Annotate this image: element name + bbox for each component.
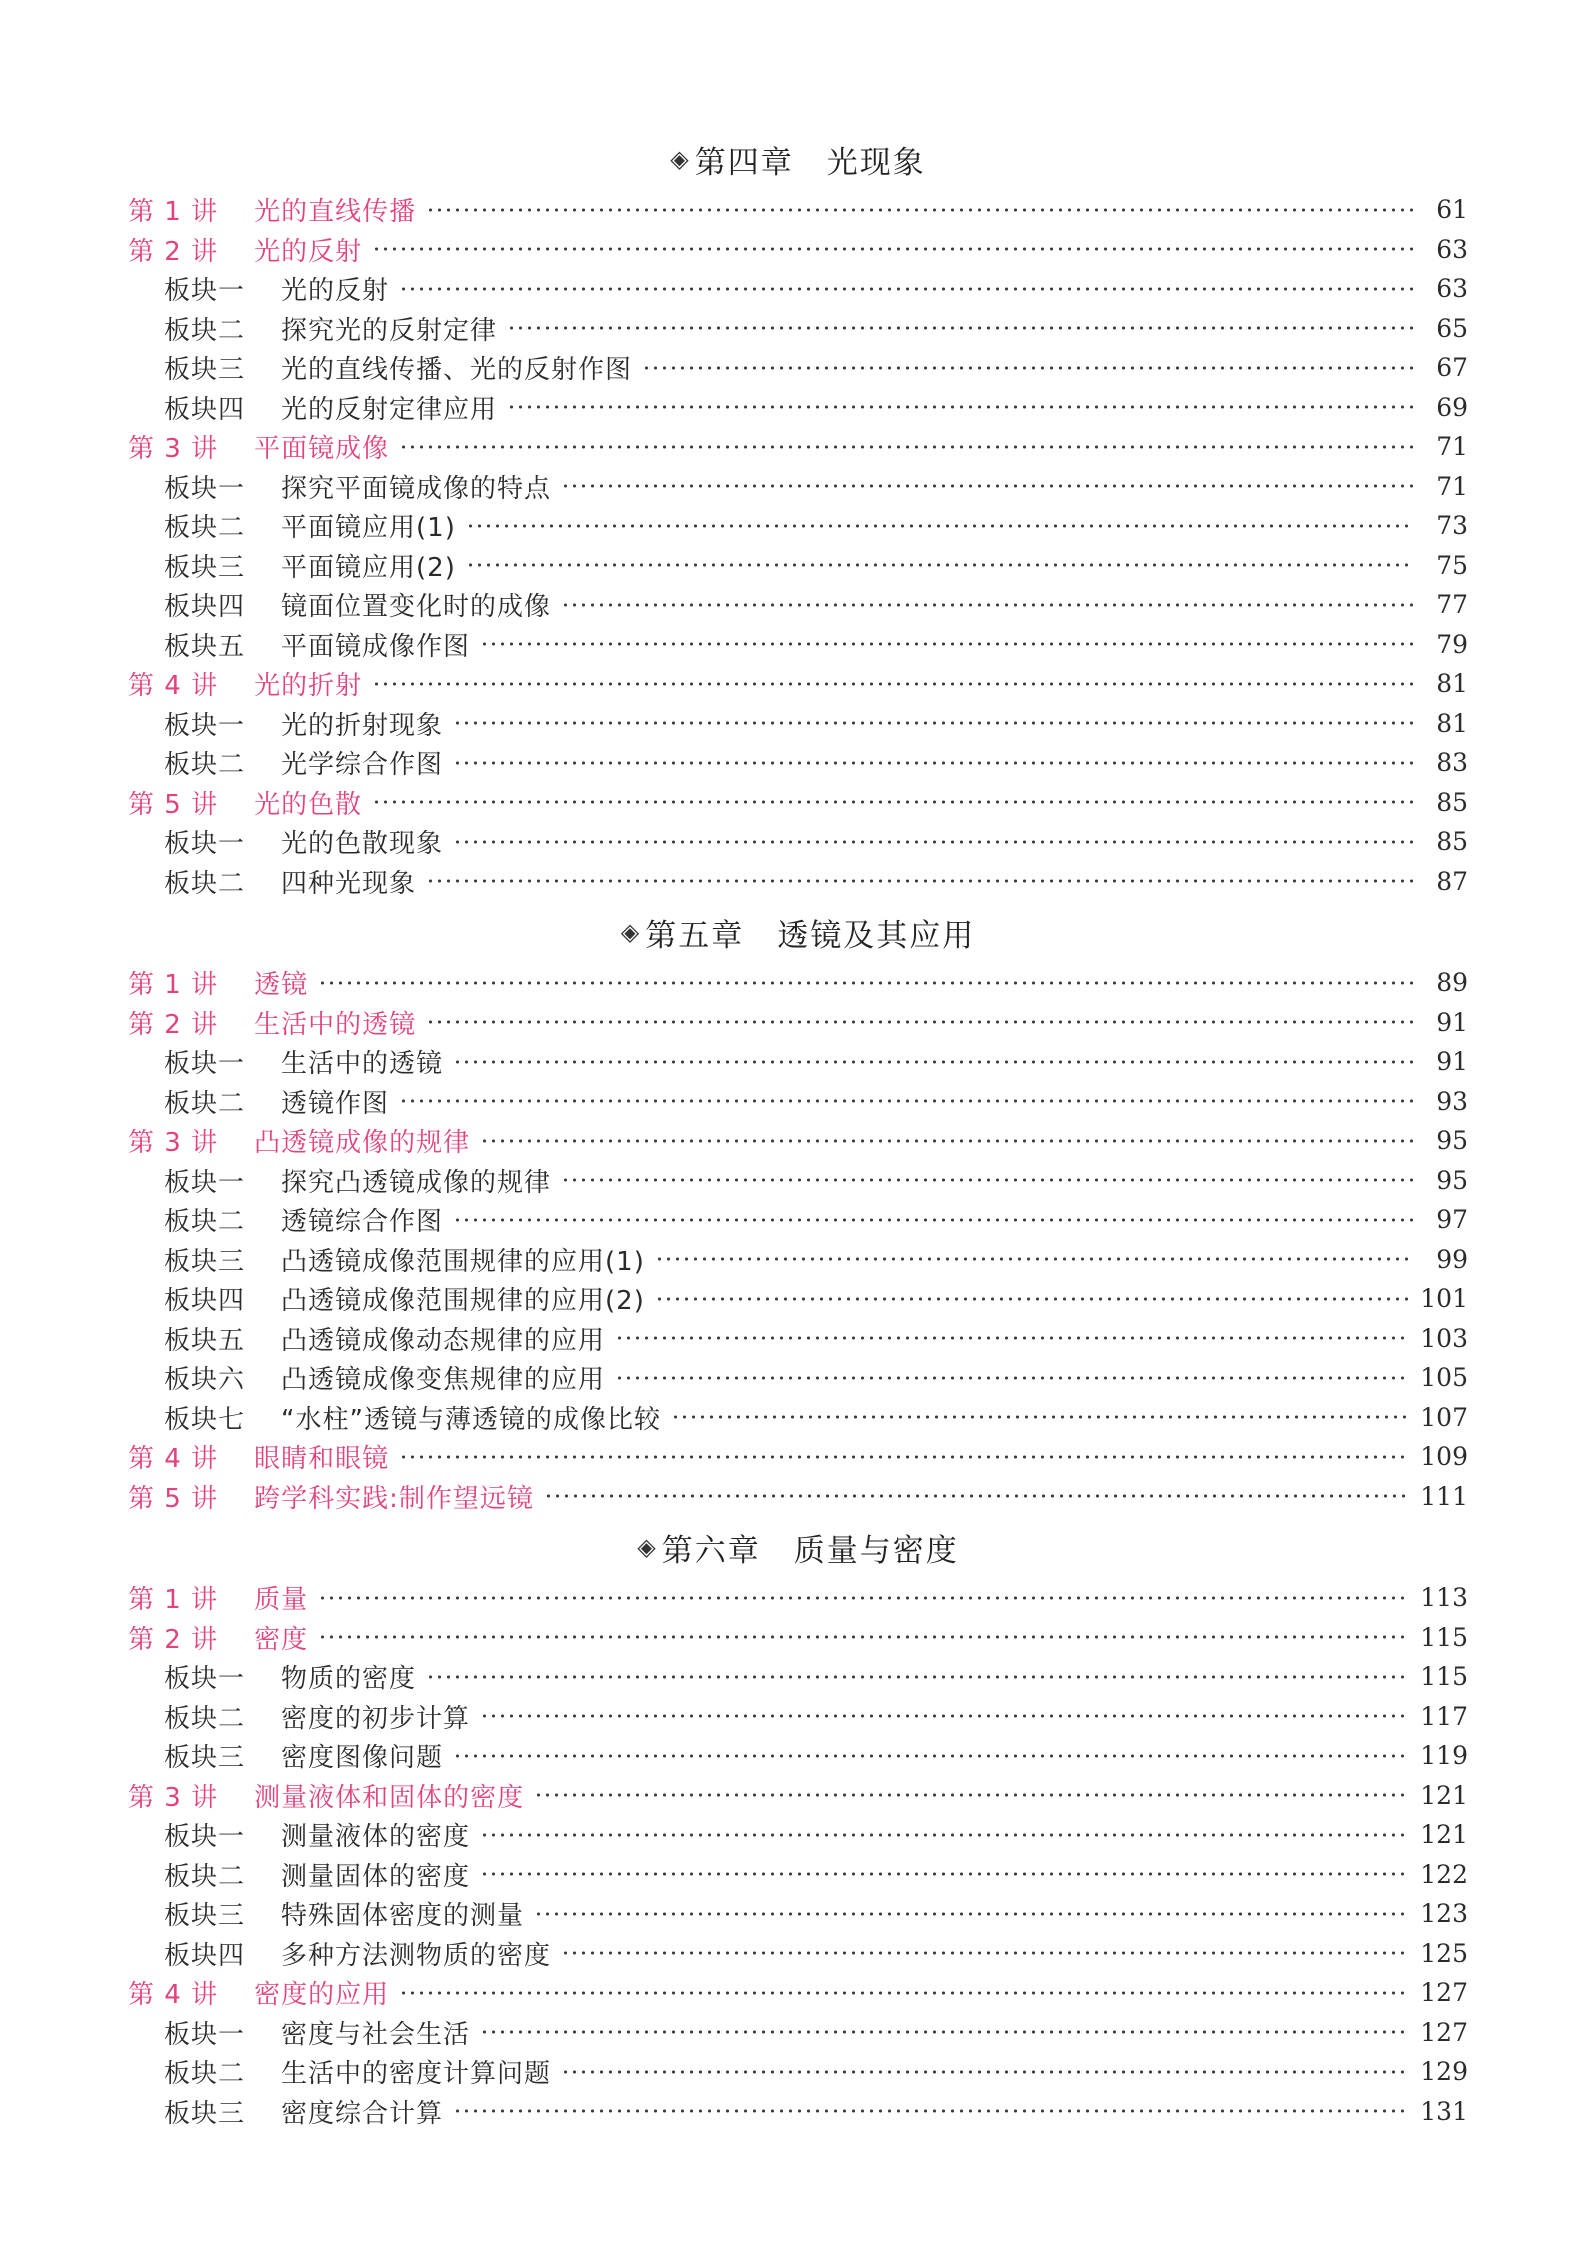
entry-number: 板块二 [164, 1703, 246, 1734]
entry-number: 板块一 [164, 276, 246, 307]
toc-lecture-entry[interactable] [128, 190, 1468, 230]
toc-block-entry[interactable] [128, 1082, 1468, 1122]
entry-title: 物质的密度 [281, 1664, 417, 1695]
dot-leader [453, 710, 1414, 736]
entry-title: 跨学科实践:制作望远镜 [254, 1483, 534, 1514]
dot-leader [507, 394, 1414, 420]
entry-number: 板块二 [164, 1088, 246, 1119]
entry-title: 质量 [254, 1585, 309, 1616]
entry-title: 测量液体的密度 [281, 1822, 471, 1853]
page-number: 91 [1436, 1007, 1468, 1037]
entry-title: 密度与社会生活 [281, 2019, 471, 2050]
entry-number: 板块一 [164, 829, 246, 860]
page-number: 77 [1436, 590, 1468, 620]
dot-leader [480, 1128, 1414, 1154]
dot-leader [399, 1980, 1410, 2006]
entry-number: 板块三 [164, 552, 246, 583]
toc-block-entry[interactable] [128, 1161, 1468, 1201]
entry-number: 第 4 讲 [128, 1444, 219, 1475]
dot-leader [480, 631, 1414, 657]
page-number: 101 [1420, 1284, 1468, 1314]
entry-title: 光的反射 [254, 236, 363, 267]
entry-title: 光的色散 [254, 789, 363, 820]
toc-lecture-entry[interactable] [128, 664, 1468, 704]
entry-number: 第 2 讲 [128, 1009, 219, 1040]
entry-number: 板块五 [164, 631, 246, 662]
entry-title: 探究光的反射定律 [281, 315, 498, 346]
page-number: 65 [1436, 313, 1468, 343]
entry-number: 第 5 讲 [128, 1483, 219, 1514]
toc-lecture-entry[interactable] [128, 1578, 1468, 1618]
page-number: 67 [1436, 353, 1468, 383]
dot-leader [453, 1049, 1414, 1075]
toc-block-entry[interactable] [128, 2052, 1468, 2092]
dot-leader [318, 970, 1414, 996]
dot-leader [561, 473, 1414, 499]
entry-title: 透镜 [254, 970, 309, 1001]
entry-title: 光的直线传播、光的反射作图 [281, 355, 633, 386]
page-number: 109 [1420, 1442, 1468, 1472]
entry-number: 板块四 [164, 592, 246, 623]
page-number: 122 [1420, 1859, 1468, 1889]
entry-number: 板块四 [164, 1940, 246, 1971]
page-number: 107 [1420, 1402, 1468, 1432]
entry-title: 测量液体和固体的密度 [254, 1782, 525, 1813]
entry-title: 生活中的透镜 [281, 1049, 444, 1080]
dot-leader [615, 1365, 1410, 1391]
toc-block-entry[interactable] [128, 2013, 1468, 2053]
entry-title: 平面镜应用(1) [281, 513, 456, 544]
dot-leader [399, 1088, 1414, 1114]
dot-leader [426, 197, 1414, 223]
toc-lecture-entry[interactable] [128, 1121, 1468, 1161]
page-number: 125 [1420, 1938, 1468, 1968]
dot-leader [615, 1325, 1410, 1351]
entry-number: 板块五 [164, 1325, 246, 1356]
chapter-heading [128, 128, 1468, 190]
toc-block-entry[interactable] [128, 348, 1468, 388]
entry-number: 第 2 讲 [128, 236, 219, 267]
toc-block-entry[interactable] [128, 1736, 1468, 1776]
toc-block-entry[interactable] [128, 585, 1468, 625]
dot-leader [480, 1703, 1410, 1729]
dot-leader [426, 1009, 1414, 1035]
entry-title: 光学综合作图 [281, 750, 444, 781]
entry-number: 第 3 讲 [128, 1128, 219, 1159]
dot-leader [399, 1444, 1410, 1470]
entry-number: 板块六 [164, 1365, 246, 1396]
page-number: 127 [1420, 1978, 1468, 2008]
entry-title: 眼睛和眼镜 [254, 1444, 390, 1475]
dot-leader [561, 1167, 1414, 1193]
entry-title: 密度综合计算 [281, 2098, 444, 2129]
entry-number: 板块二 [164, 1207, 246, 1238]
dot-leader [426, 1664, 1410, 1690]
toc-block-entry[interactable] [128, 1042, 1468, 1082]
toc-block-entry[interactable] [128, 704, 1468, 744]
page-number: 127 [1420, 2017, 1468, 2047]
page-number: 61 [1436, 195, 1468, 225]
dot-leader [561, 2059, 1410, 2085]
dot-leader [534, 1901, 1410, 1927]
entry-number: 第 4 讲 [128, 1980, 219, 2011]
entry-title: 多种方法测物质的密度 [281, 1940, 552, 1971]
chapter-title: 第六章 质量与密度 [661, 1532, 959, 1569]
toc-lecture-entry[interactable] [128, 963, 1468, 1003]
page-number: 99 [1436, 1244, 1468, 1274]
toc-block-entry[interactable] [128, 1200, 1468, 1240]
entry-number: 板块二 [164, 315, 246, 346]
dot-leader [671, 1404, 1410, 1430]
entry-number: 板块二 [164, 2059, 246, 2090]
entry-number: 板块一 [164, 2019, 246, 2050]
entry-title: “水柱”透镜与薄透镜的成像比较 [281, 1404, 661, 1435]
page-number: 117 [1420, 1701, 1468, 1731]
entry-title: 平面镜成像作图 [281, 631, 471, 662]
entry-number: 板块二 [164, 868, 246, 899]
dot-leader [480, 2019, 1410, 2045]
dot-leader [642, 355, 1414, 381]
page-number: 97 [1436, 1205, 1468, 1235]
page-number: 79 [1436, 629, 1468, 659]
entry-title: 光的折射现象 [281, 710, 444, 741]
page-number: 75 [1436, 550, 1468, 580]
dot-leader [480, 1861, 1410, 1887]
entry-number: 第 1 讲 [128, 197, 219, 228]
page-number: 119 [1420, 1741, 1468, 1771]
page-number: 115 [1420, 1662, 1468, 1692]
dot-leader [453, 1207, 1414, 1233]
entry-number: 板块三 [164, 2098, 246, 2129]
dot-leader [372, 236, 1414, 262]
page-number: 121 [1420, 1820, 1468, 1850]
dot-leader [466, 513, 1414, 539]
entry-title: 平面镜成像 [254, 434, 390, 465]
page-number: 71 [1436, 432, 1468, 462]
page-number: 69 [1436, 392, 1468, 422]
entry-number: 板块七 [164, 1404, 246, 1435]
page-number: 95 [1436, 1165, 1468, 1195]
entry-title: 密度图像问题 [281, 1743, 444, 1774]
dot-leader [507, 315, 1414, 341]
entry-number: 第 4 讲 [128, 671, 219, 702]
page-number: 93 [1436, 1086, 1468, 1116]
entry-title: 凸透镜成像范围规律的应用(1) [281, 1246, 645, 1277]
page-number: 131 [1420, 2096, 1468, 2126]
entry-number: 板块一 [164, 1167, 246, 1198]
dot-leader [318, 1585, 1410, 1611]
toc-block-entry[interactable] [128, 467, 1468, 507]
dot-leader [480, 1822, 1410, 1848]
toc-lecture-entry[interactable] [128, 1437, 1468, 1477]
page-number: 73 [1436, 511, 1468, 541]
toc-lecture-entry[interactable] [128, 1973, 1468, 2013]
page-number: 129 [1420, 2057, 1468, 2087]
page-number: 103 [1420, 1323, 1468, 1353]
entry-title: 探究平面镜成像的特点 [281, 473, 552, 504]
dot-leader [655, 1246, 1414, 1272]
chapter-heading [128, 901, 1468, 963]
page-number: 81 [1436, 669, 1468, 699]
entry-number: 板块一 [164, 710, 246, 741]
chapter-diamond-icon: ◈ [637, 1533, 658, 1561]
toc-lecture-entry[interactable] [128, 427, 1468, 467]
dot-leader [453, 1743, 1410, 1769]
page-number: 87 [1436, 866, 1468, 896]
entry-title: 凸透镜成像的规律 [254, 1128, 471, 1159]
entry-number: 第 2 讲 [128, 1624, 219, 1655]
entry-title: 光的反射定律应用 [281, 394, 498, 425]
entry-number: 板块四 [164, 394, 246, 425]
page-number: 63 [1436, 274, 1468, 304]
toc-lecture-entry[interactable] [128, 1776, 1468, 1816]
page-number: 81 [1436, 708, 1468, 738]
dot-leader [466, 552, 1414, 578]
entry-number: 第 3 讲 [128, 1782, 219, 1813]
dot-leader [318, 1624, 1410, 1650]
toc-block-entry[interactable] [128, 2092, 1468, 2132]
toc-block-entry[interactable] [128, 309, 1468, 349]
entry-title: 平面镜应用(2) [281, 552, 456, 583]
toc-block-entry[interactable] [128, 625, 1468, 665]
entry-title: 四种光现象 [281, 868, 417, 899]
entry-number: 板块四 [164, 1286, 246, 1317]
entry-title: 透镜作图 [281, 1088, 390, 1119]
dot-leader [399, 434, 1414, 460]
entry-title: 特殊固体密度的测量 [281, 1901, 525, 1932]
toc-block-entry[interactable] [128, 269, 1468, 309]
entry-number: 板块一 [164, 473, 246, 504]
page-number: 91 [1436, 1047, 1468, 1077]
dot-leader [453, 750, 1414, 776]
toc-block-entry[interactable] [128, 1358, 1468, 1398]
entry-title: 生活中的密度计算问题 [281, 2059, 552, 2090]
table-of-contents [128, 128, 1468, 2131]
toc-lecture-entry[interactable] [128, 1003, 1468, 1043]
entry-number: 板块三 [164, 1246, 246, 1277]
page-number: 95 [1436, 1126, 1468, 1156]
entry-title: 密度的初步计算 [281, 1703, 471, 1734]
toc-block-entry[interactable] [128, 1855, 1468, 1895]
toc-block-entry[interactable] [128, 1894, 1468, 1934]
toc-lecture-entry[interactable] [128, 1618, 1468, 1658]
dot-leader [399, 276, 1414, 302]
entry-title: 生活中的透镜 [254, 1009, 417, 1040]
entry-title: 测量固体的密度 [281, 1861, 471, 1892]
entry-title: 光的折射 [254, 671, 363, 702]
page-number: 113 [1420, 1583, 1468, 1613]
toc-block-entry[interactable] [128, 388, 1468, 428]
dot-leader [372, 789, 1414, 815]
toc-block-entry[interactable] [128, 1657, 1468, 1697]
dot-leader [655, 1286, 1410, 1312]
dot-leader [534, 1782, 1410, 1808]
entry-title: 密度 [254, 1624, 309, 1655]
toc-block-entry[interactable] [128, 1398, 1468, 1438]
toc-block-entry[interactable] [128, 546, 1468, 586]
entry-title: 透镜综合作图 [281, 1207, 444, 1238]
page-number: 63 [1436, 234, 1468, 264]
entry-number: 板块二 [164, 513, 246, 544]
entry-number: 板块一 [164, 1664, 246, 1695]
dot-leader [372, 671, 1414, 697]
entry-number: 板块三 [164, 355, 246, 386]
toc-block-entry[interactable] [128, 1934, 1468, 1974]
dot-leader [561, 1940, 1410, 1966]
entry-number: 板块一 [164, 1822, 246, 1853]
toc-block-entry[interactable] [128, 1697, 1468, 1737]
toc-lecture-entry[interactable] [128, 1477, 1468, 1517]
entry-title: 光的反射 [281, 276, 390, 307]
dot-leader [561, 592, 1414, 618]
entry-title: 镜面位置变化时的成像 [281, 592, 552, 623]
dot-leader [544, 1483, 1410, 1509]
page-number: 83 [1436, 748, 1468, 778]
entry-number: 板块二 [164, 750, 246, 781]
toc-block-entry[interactable] [128, 1815, 1468, 1855]
toc-block-entry[interactable] [128, 1319, 1468, 1359]
page-number: 85 [1436, 827, 1468, 857]
dot-leader [453, 829, 1414, 855]
page-number: 105 [1420, 1363, 1468, 1393]
toc-lecture-entry[interactable] [128, 230, 1468, 270]
entry-title: 光的色散现象 [281, 829, 444, 860]
toc-block-entry[interactable] [128, 822, 1468, 862]
dot-leader [426, 868, 1414, 894]
page-number: 111 [1420, 1481, 1468, 1511]
toc-lecture-entry[interactable] [128, 783, 1468, 823]
entry-number: 第 3 讲 [128, 434, 219, 465]
page-number: 123 [1420, 1899, 1468, 1929]
entry-title: 凸透镜成像范围规律的应用(2) [281, 1286, 645, 1317]
page-number: 121 [1420, 1780, 1468, 1810]
entry-title: 凸透镜成像变焦规律的应用 [281, 1365, 606, 1396]
entry-number: 板块三 [164, 1901, 246, 1932]
entry-number: 第 1 讲 [128, 970, 219, 1001]
page-number: 85 [1436, 787, 1468, 817]
chapter-title: 第四章 光现象 [694, 144, 926, 181]
page-number: 115 [1420, 1622, 1468, 1652]
entry-number: 板块一 [164, 1049, 246, 1080]
entry-number: 第 5 讲 [128, 789, 219, 820]
toc-block-entry[interactable] [128, 1279, 1468, 1319]
page-number: 89 [1436, 968, 1468, 998]
toc-block-entry[interactable] [128, 506, 1468, 546]
chapter-diamond-icon: ◈ [670, 145, 691, 173]
page-number: 71 [1436, 471, 1468, 501]
toc-block-entry[interactable] [128, 862, 1468, 902]
chapter-diamond-icon: ◈ [620, 918, 642, 946]
entry-number: 板块二 [164, 1861, 246, 1892]
entry-title: 探究凸透镜成像的规律 [281, 1167, 552, 1198]
entry-title: 凸透镜成像动态规律的应用 [281, 1325, 606, 1356]
entry-number: 第 1 讲 [128, 1585, 219, 1616]
entry-number: 板块三 [164, 1743, 246, 1774]
entry-title: 光的直线传播 [254, 197, 417, 228]
chapter-title: 第五章 透镜及其应用 [645, 917, 976, 954]
chapter-heading [128, 1516, 1468, 1578]
entry-title: 密度的应用 [254, 1980, 390, 2011]
toc-block-entry[interactable] [128, 1240, 1468, 1280]
toc-block-entry[interactable] [128, 743, 1468, 783]
dot-leader [453, 2098, 1410, 2124]
